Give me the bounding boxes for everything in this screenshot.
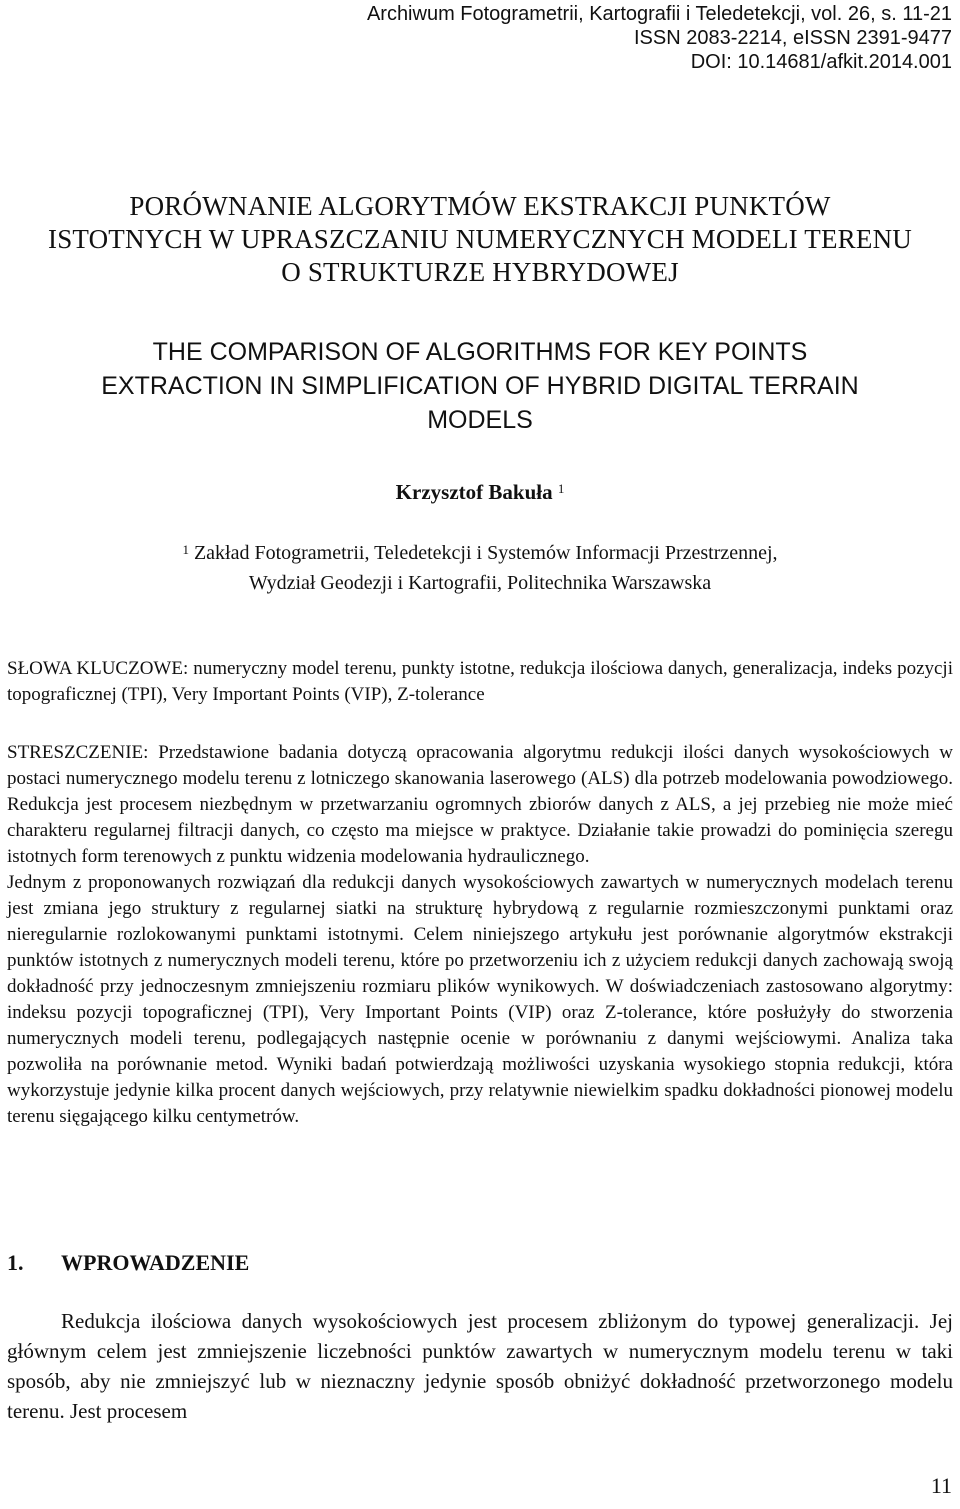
- section-title: WPROWADZENIE: [61, 1250, 250, 1275]
- affiliation-line: Wydział Geodezji i Kartografii, Politechnika Warszawska: [248, 572, 712, 594]
- keywords: [7, 656, 953, 708]
- title-polish-line: ISTOTNYCH W UPRASZCZANIU NUMERYCZNYCH MODELI TERENU: [48, 224, 912, 254]
- page-number: 11: [930, 1473, 952, 1498]
- title-english-line: MODELS: [427, 406, 533, 434]
- abstract-paragraph: Jednym z proponowanych rozwiązań dla redukcji danych wysokościowych zawartych w numerycznych modelach terenu jest zmiana jego struktury z regularnej siatki na strukturę hybrydową z regularnie rozmieszczonymi punktami oraz nieregularnie rozlokowanymi punktami istotnymi. Celem niniejszego artykułu jest porównanie algorytmów ekstrakcji punktów istotnych z numerycznych modeli terenu, które po przetworzeniu ich z użyciem redukcji danych zachowają swoją dokładność przy jednoczesnym zmniejszeniu rozmiaru plików wynikowych. W doświadczeniach zastosowano algorytmy: indeksu pozycji topograficznej (TPI), Very Important Points (VIP) oraz Z-tolerance, które posłużyły do stworzenia numerycznych modeli terenu, podlegających następnie ocenie w porównaniu z danymi wejściowymi. Analiza taka pozwoliła na porównanie metod. Wyniki badań potwierdzają możliwości uzyskania wysokiego stopnia redukcji, która wykorzystuje jedynie kilka procent danych wejściowych, przy relatywnie niewielkim spadku dokładności pionowej modelu terenu sięgającego kilku centymetrów.: [7, 872, 953, 1127]
- affiliation-mark: 1: [182, 542, 189, 557]
- title-english-line: EXTRACTION IN SIMPLIFICATION OF HYBRID DIGITAL TERRAIN: [101, 372, 859, 400]
- affiliation-line: Zakład Fotogrametrii, Teledetekcji i Systemów Informacji Przestrzennej,: [193, 542, 778, 564]
- title-polish-line: PORÓWNANIE ALGORYTMÓW EKSTRAKCJI PUNKTÓW: [129, 191, 831, 221]
- introduction-paragraph: Redukcja ilościowa danych wysokościowych jest procesem zbliżonym do typowej generalizacji. Jej głównym celem jest zmniejszenie liczebności punktów zawartych w numerycznym modelu terenu w taki sposób, aby nie zmniejszyć lub w nieznaczny jedynie sposób obniżyć dokładność przetworzonego modelu terenu. Jest procesem: [7, 1309, 953, 1423]
- journal-header: [252, 2, 952, 74]
- title-polish-line: O STRUKTURZE HYBRYDOWEJ: [281, 257, 679, 287]
- keywords-text: SŁOWA KLUCZOWE: numeryczny model terenu, punkty istotne, redukcja ilościowa danych, generalizacja, indeks pozycji topograficznej (TPI), Very Important Points (VIP), Z-tolerance: [7, 658, 953, 705]
- author-name: Krzysztof Bakuła: [395, 480, 553, 504]
- introduction: [7, 1306, 953, 1426]
- author-line: [0, 478, 960, 506]
- title-english: [0, 335, 960, 437]
- title-polish: [0, 190, 960, 289]
- section-number: 1.: [7, 1250, 24, 1275]
- journal-citation: Archiwum Fotogrametrii, Kartografii i Teledetekcji, vol. 26, s. 11-21: [366, 3, 952, 25]
- section-heading: [7, 1248, 249, 1278]
- author-affiliation-mark: 1: [557, 481, 565, 496]
- abstract-paragraph: STRESZCZENIE: Przedstawione badania dotyczą opracowania algorytmu redukcji ilości danych wysokościowych w postaci numerycznego modelu terenu z lotniczego skanowania laserowego (ALS) dla potrzeb modelowania powodziowego. Redukcja jest procesem niezbędnym w przetwarzaniu ogromnych zbiorów danych z ALS, a jej przebieg nie może mieć charakteru regularnej filtracji danych, co często ma miejsce w praktyce. Działanie takie prowadzi do pominięcia szeregu istotnych form terenowych z punktu widzenia modelowania hydraulicznego.: [7, 742, 953, 867]
- title-english-line: THE COMPARISON OF ALGORITHMS FOR KEY POINTS: [152, 338, 808, 366]
- abstract: [7, 740, 953, 1130]
- journal-issn: ISSN 2083-2214, eISSN 2391-9477: [634, 27, 952, 49]
- affiliation: [0, 538, 960, 598]
- journal-doi: DOI: 10.14681/afkit.2014.001: [690, 51, 952, 73]
